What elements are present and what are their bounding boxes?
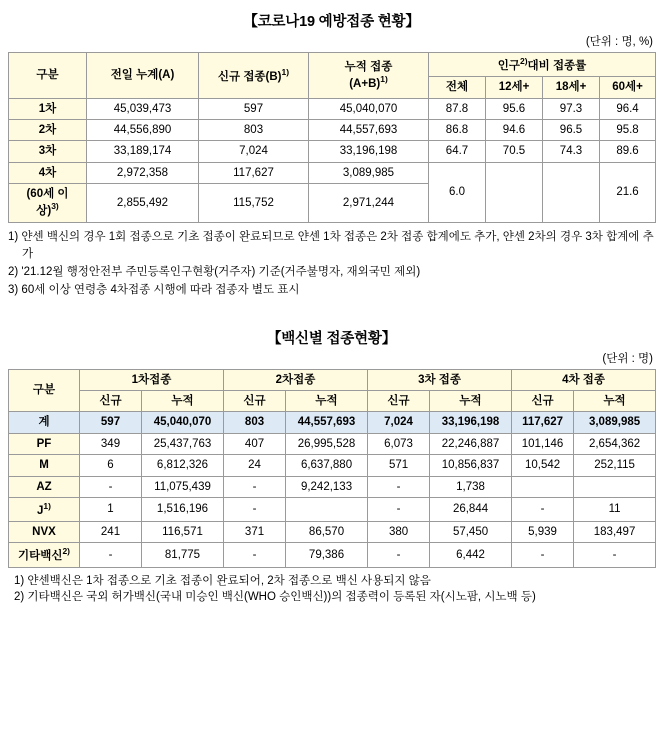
col-header-rate-group-tail: 대비 접종률 xyxy=(527,59,587,72)
cell-pf-d1-cum: 25,437,763 xyxy=(142,433,224,454)
cell-dose1-rate-18: 97.3 xyxy=(543,98,600,119)
cell-dose3-rate-all: 64.7 xyxy=(429,141,486,162)
col-header-new-text: 신규 접종(B) xyxy=(217,70,282,83)
col-header-dose2-cum: 누적 xyxy=(286,391,368,412)
cell-dose4-60plus-cum: 2,971,244 xyxy=(309,184,429,223)
cell-total-d1-cum: 45,040,070 xyxy=(142,412,224,433)
vaccination-status-table xyxy=(8,52,656,223)
col-header-dose1: 1차접종 xyxy=(80,369,224,390)
col-header-prev-cum: 전일 누계(A) xyxy=(87,53,199,99)
cell-dose2-rate-all: 86.8 xyxy=(429,119,486,140)
table-row xyxy=(9,455,656,476)
cell-az-d2-cum: 9,242,133 xyxy=(286,476,368,497)
cell-m-d4-cum: 252,115 xyxy=(574,455,656,476)
cell-dose3-cum: 33,196,198 xyxy=(309,141,429,162)
table2-header-row-1 xyxy=(9,369,656,390)
col-header-new xyxy=(199,53,309,99)
col-header-dose3-cum: 누적 xyxy=(430,391,512,412)
cell-pf-d4-new: 101,146 xyxy=(512,433,574,454)
cell-total-d1-new: 597 xyxy=(80,412,142,433)
cell-dose1-rate-60: 96.4 xyxy=(600,98,656,119)
col-header-cum-line1: 누적 접종 xyxy=(344,60,393,73)
cell-pf-d2-new: 407 xyxy=(224,433,286,454)
cell-dose4-rate-all: 6.0 xyxy=(429,162,486,222)
row-label-nvx: NVX xyxy=(9,522,80,543)
cell-total-d4-cum: 3,089,985 xyxy=(574,412,656,433)
cell-dose3-prev-cum: 33,189,174 xyxy=(87,141,199,162)
cell-dose3-new: 7,024 xyxy=(199,141,309,162)
cell-dose4-cum: 3,089,985 xyxy=(309,162,429,183)
cell-dose3-rate-60: 89.6 xyxy=(600,141,656,162)
cell-pf-d3-cum: 22,246,887 xyxy=(430,433,512,454)
cell-dose4-rate-18 xyxy=(543,162,600,222)
cell-az-d4-cum xyxy=(574,476,656,497)
cell-dose4-60plus-new: 115,752 xyxy=(199,184,309,223)
cell-j-d3-cum: 26,844 xyxy=(430,497,512,521)
col-header-rate-all: 전체 xyxy=(429,77,486,98)
cell-az-d3-cum: 1,738 xyxy=(430,476,512,497)
cell-m-d1-cum: 6,812,326 xyxy=(142,455,224,476)
cell-dose3-rate-12: 70.5 xyxy=(486,141,543,162)
cell-nvx-d1-cum: 116,571 xyxy=(142,522,224,543)
row-label-pf: PF xyxy=(9,433,80,454)
cell-other-d3-new: - xyxy=(368,543,430,567)
cell-other-d3-cum: 6,442 xyxy=(430,543,512,567)
row-label-total: 계 xyxy=(9,412,80,433)
table-row xyxy=(9,98,656,119)
col-header-new-sup: 1) xyxy=(281,66,290,77)
table-row xyxy=(9,119,656,140)
cell-nvx-d4-new: 5,939 xyxy=(512,522,574,543)
cell-dose1-rate-all: 87.8 xyxy=(429,98,486,119)
col-header-dose4-cum: 누적 xyxy=(574,391,656,412)
row-label-other xyxy=(9,543,80,567)
cell-az-d1-cum: 11,075,439 xyxy=(142,476,224,497)
col-header-dose4-new: 신규 xyxy=(512,391,574,412)
cell-m-d1-new: 6 xyxy=(80,455,142,476)
cell-dose2-prev-cum: 44,556,890 xyxy=(87,119,199,140)
table2-note-1: 1) 얀센백신은 1차 접종으로 기초 접종이 완료되어, 2차 접종으로 백신 사용되지 않음 xyxy=(14,574,431,587)
row-label-dose4-60plus-line2: 상) xyxy=(36,205,52,218)
cell-other-d1-new: - xyxy=(80,543,142,567)
table-row xyxy=(9,433,656,454)
cell-total-d3-new: 7,024 xyxy=(368,412,430,433)
table1-header-row-1 xyxy=(9,53,656,77)
col-header-rate-60: 60세+ xyxy=(600,77,656,98)
cell-dose1-rate-12: 95.6 xyxy=(486,98,543,119)
table-row xyxy=(9,476,656,497)
cell-j-d2-new: - xyxy=(224,497,286,521)
table1-unit: (단위 : 명, %) xyxy=(585,36,653,48)
cell-m-d3-new: 571 xyxy=(368,455,430,476)
cell-az-d1-new: - xyxy=(80,476,142,497)
cell-nvx-d3-new: 380 xyxy=(368,522,430,543)
cell-j-d2-cum xyxy=(286,497,368,521)
cell-total-d4-new: 117,627 xyxy=(512,412,574,433)
cell-other-d4-cum: - xyxy=(574,543,656,567)
col-header-dose2: 2차접종 xyxy=(224,369,368,390)
cell-dose1-prev-cum: 45,039,473 xyxy=(87,98,199,119)
cell-m-d3-cum: 10,856,837 xyxy=(430,455,512,476)
col-header-vaccine-gubun: 구분 xyxy=(9,369,80,412)
col-header-dose3-new: 신규 xyxy=(368,391,430,412)
row-label-other-text: 기타백신 xyxy=(18,550,63,563)
cell-dose4-rate-60: 21.6 xyxy=(600,162,656,222)
row-label-j xyxy=(9,497,80,521)
row-label-dose4-60plus-line1: (60세 이 xyxy=(26,188,69,201)
table-row xyxy=(9,162,656,183)
row-label-j-sup: 1) xyxy=(43,500,51,511)
cell-az-d2-new: - xyxy=(224,476,286,497)
cell-pf-d1-new: 349 xyxy=(80,433,142,454)
cell-other-d2-new: - xyxy=(224,543,286,567)
cell-j-d4-cum: 11 xyxy=(574,497,656,521)
cell-dose3-rate-18: 74.3 xyxy=(543,141,600,162)
row-label-dose3: 3차 xyxy=(9,141,87,162)
table2-title: 【백신별 접종현황】 xyxy=(266,330,397,347)
cell-j-d1-cum: 1,516,196 xyxy=(142,497,224,521)
cell-dose4-new: 117,627 xyxy=(199,162,309,183)
cell-j-d1-new: 1 xyxy=(80,497,142,521)
col-header-cum-sup: 1) xyxy=(380,73,388,84)
col-header-cum-line2: (A+B) xyxy=(349,77,381,90)
cell-az-d4-new xyxy=(512,476,574,497)
cell-dose4-prev-cum: 2,972,358 xyxy=(87,162,199,183)
col-header-dose1-cum: 누적 xyxy=(142,391,224,412)
table1-note-3: 3) 60세 이상 연령층 4차접종 시행에 따라 접종자 별도 표시 xyxy=(8,284,300,297)
cell-j-d3-new: - xyxy=(368,497,430,521)
cell-pf-d2-cum: 26,995,528 xyxy=(286,433,368,454)
row-label-j-text: J xyxy=(37,504,44,517)
cell-m-d4-new: 10,542 xyxy=(512,455,574,476)
cell-dose2-new: 803 xyxy=(199,119,309,140)
row-label-dose2: 2차 xyxy=(9,119,87,140)
cell-other-d2-cum: 79,386 xyxy=(286,543,368,567)
cell-pf-d3-new: 6,073 xyxy=(368,433,430,454)
col-header-dose3: 3차 접종 xyxy=(368,369,512,390)
cell-nvx-d4-cum: 183,497 xyxy=(574,522,656,543)
col-header-dose1-new: 신규 xyxy=(80,391,142,412)
table2-notes xyxy=(14,573,655,606)
table2-unit: (단위 : 명) xyxy=(602,352,653,365)
cell-m-d2-new: 24 xyxy=(224,455,286,476)
table-row xyxy=(9,497,656,521)
table1-notes xyxy=(8,229,655,300)
cell-total-d2-cum: 44,557,693 xyxy=(286,412,368,433)
cell-dose1-new: 597 xyxy=(199,98,309,119)
cell-pf-d4-cum: 2,654,362 xyxy=(574,433,656,454)
cell-nvx-d2-cum: 86,570 xyxy=(286,522,368,543)
cell-dose2-rate-60: 95.8 xyxy=(600,119,656,140)
table2-note-2: 2) 기타백신은 국외 허가백신(국내 미승인 백신(WHO 승인백신))의 접종력이 등록된 자(시노팜, 시노백 등) xyxy=(14,591,536,604)
col-header-gubun: 구분 xyxy=(9,53,87,99)
cell-dose2-rate-18: 96.5 xyxy=(543,119,600,140)
table-row xyxy=(9,141,656,162)
cell-total-d3-cum: 33,196,198 xyxy=(430,412,512,433)
col-header-rate-18: 18세+ xyxy=(543,77,600,98)
cell-az-d3-new: - xyxy=(368,476,430,497)
table-row xyxy=(9,522,656,543)
row-label-m: M xyxy=(9,455,80,476)
cell-nvx-d2-new: 371 xyxy=(224,522,286,543)
vaccine-type-table xyxy=(8,369,656,568)
section-gap xyxy=(8,301,655,323)
col-header-rate-group xyxy=(429,53,656,77)
cell-other-d4-new: - xyxy=(512,543,574,567)
cell-nvx-d1-new: 241 xyxy=(80,522,142,543)
table2-header-row-2 xyxy=(9,391,656,412)
table1-note-1: 1) 얀센 백신의 경우 1회 접종으로 기초 접종이 완료되므로 얀센 1차 접종은 2차 접종 합계에도 추가, 얀센 2차의 경우 3차 합계에 추가 xyxy=(8,230,654,260)
col-header-rate-12: 12세+ xyxy=(486,77,543,98)
cell-nvx-d3-cum: 57,450 xyxy=(430,522,512,543)
cell-j-d4-new: - xyxy=(512,497,574,521)
row-label-az: AZ xyxy=(9,476,80,497)
col-header-dose4: 4차 접종 xyxy=(512,369,656,390)
cell-dose4-rate-12 xyxy=(486,162,543,222)
row-label-dose4-60plus-sup: 3) xyxy=(51,201,59,212)
row-label-dose1: 1차 xyxy=(9,98,87,119)
cell-dose1-cum: 45,040,070 xyxy=(309,98,429,119)
row-label-dose4-60plus xyxy=(9,184,87,223)
row-label-dose4: 4차 xyxy=(9,162,87,183)
cell-other-d1-cum: 81,775 xyxy=(142,543,224,567)
table-row xyxy=(9,543,656,567)
cell-total-d2-new: 803 xyxy=(224,412,286,433)
col-header-dose2-new: 신규 xyxy=(224,391,286,412)
row-label-other-sup: 2) xyxy=(62,546,70,557)
table-row xyxy=(9,412,656,433)
cell-dose2-rate-12: 94.6 xyxy=(486,119,543,140)
table1-note-2: 2) '21.12월 행정안전부 주민등록인구현황(거주자) 기준(거주불명자, 재외국민 제외) xyxy=(8,266,421,279)
cell-dose4-60plus-prev-cum: 2,855,492 xyxy=(87,184,199,223)
table1-title: 【코로나19 예방접종 현황】 xyxy=(243,14,420,30)
cell-m-d2-cum: 6,637,880 xyxy=(286,455,368,476)
col-header-cum xyxy=(309,53,429,99)
cell-dose2-cum: 44,557,693 xyxy=(309,119,429,140)
col-header-rate-group-text: 인구 xyxy=(497,59,520,72)
col-header-rate-group-sup: 2) xyxy=(519,56,528,66)
